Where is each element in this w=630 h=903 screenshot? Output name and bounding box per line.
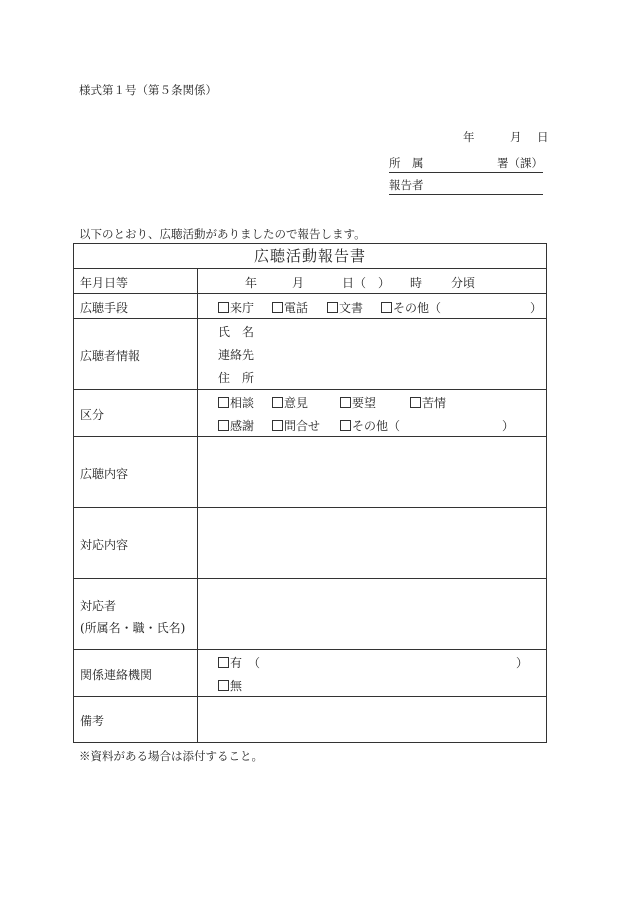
row-agency-label-cell (74, 650, 198, 696)
agency-options (198, 650, 546, 696)
datetime-hour: 時 (410, 276, 423, 290)
checkbox-icon (218, 420, 229, 431)
row-remarks-label: 備考 (80, 714, 105, 728)
attachment-note: ※資料がある場合は添付すること。 (79, 749, 263, 763)
row-method-label-cell (74, 294, 198, 318)
row-category (74, 389, 546, 436)
affiliation-label: 所 属 (389, 156, 424, 170)
category-options (198, 390, 546, 436)
person-contact-field[interactable]: 連絡先 (218, 348, 255, 362)
agency-no-checkbox[interactable]: 無 (218, 677, 242, 694)
row-person-label: 広聴者情報 (80, 349, 141, 363)
row-person (74, 318, 546, 389)
row-agency (74, 649, 546, 696)
checkbox-icon (340, 420, 351, 431)
response-input-area[interactable] (198, 508, 546, 578)
date-month-label: 月 (510, 130, 522, 144)
reporter-line[interactable] (389, 177, 543, 195)
row-datetime (74, 268, 546, 293)
responder-input-area[interactable] (198, 579, 546, 649)
person-info-cell (198, 319, 546, 389)
affiliation-line[interactable] (389, 155, 543, 173)
row-datetime-label-cell (74, 269, 198, 293)
report-form-table (73, 243, 547, 743)
row-datetime-label: 年月日等 (80, 276, 129, 290)
checkbox-icon (327, 302, 338, 313)
report-date (463, 129, 549, 145)
row-person-label-cell (74, 319, 198, 389)
category-request-checkbox[interactable]: 要望 (340, 394, 376, 411)
content-input-area[interactable] (198, 437, 546, 507)
checkbox-icon (410, 397, 421, 408)
method-other-close: ） (530, 301, 543, 315)
method-other-checkbox[interactable]: その他（ (381, 299, 441, 316)
row-responder-sublabel: (所属名・職・氏名) (80, 621, 186, 635)
checkbox-icon (340, 397, 351, 408)
row-category-label-cell (74, 390, 198, 436)
row-response (74, 507, 546, 578)
checkbox-icon (218, 302, 229, 313)
checkbox-icon (218, 680, 229, 691)
row-response-label-cell (74, 508, 198, 578)
row-responder (74, 578, 546, 649)
category-opinion-checkbox[interactable]: 意見 (272, 394, 308, 411)
remarks-input-area[interactable] (198, 697, 546, 742)
row-remarks-label-cell (74, 697, 198, 742)
checkbox-icon (272, 397, 283, 408)
form-number: 様式第１号（第５条関係） (79, 83, 217, 97)
row-remarks (74, 696, 546, 742)
category-complaint-checkbox[interactable]: 苦情 (410, 394, 446, 411)
date-day-label: 日 (537, 130, 549, 144)
method-document-checkbox[interactable]: 文書 (327, 299, 363, 316)
row-content-label-cell (74, 437, 198, 507)
category-inquiry-checkbox[interactable]: 問合せ (272, 417, 320, 434)
intro-text: 以下のとおり、広聴活動がありましたので報告します。 (79, 227, 366, 241)
category-consultation-checkbox[interactable]: 相談 (218, 394, 254, 411)
datetime-day: 日（ ） (342, 276, 391, 290)
agency-yes-close: ） (516, 656, 529, 670)
category-other-checkbox[interactable]: その他（ (340, 417, 400, 434)
person-address-field[interactable]: 住 所 (218, 371, 255, 385)
row-content-label: 広聴内容 (80, 467, 129, 481)
row-method-label: 広聴手段 (80, 301, 129, 315)
checkbox-icon (218, 657, 229, 668)
affiliation-suffix: 署（課） (497, 156, 543, 170)
date-year-label: 年 (463, 130, 475, 144)
form-title-row (74, 244, 546, 268)
category-thanks-checkbox[interactable]: 感謝 (218, 417, 254, 434)
reporter-label: 報告者 (389, 178, 424, 192)
category-other-close: ） (502, 419, 515, 433)
row-category-label: 区分 (80, 408, 105, 422)
datetime-minute: 分頃 (451, 276, 476, 290)
form-title: 広聴活動報告書 (253, 247, 366, 265)
method-options (198, 294, 546, 318)
row-responder-label: 対応者 (80, 599, 117, 613)
row-agency-label: 関係連絡機関 (80, 668, 153, 682)
person-name-field[interactable]: 氏 名 (218, 325, 255, 339)
datetime-year: 年 (245, 276, 258, 290)
method-visit-checkbox[interactable]: 来庁 (218, 299, 254, 316)
checkbox-icon (272, 420, 283, 431)
method-phone-checkbox[interactable]: 電話 (272, 299, 308, 316)
checkbox-icon (381, 302, 392, 313)
agency-yes-checkbox[interactable]: 有 （ (218, 654, 260, 671)
checkbox-icon (218, 397, 229, 408)
row-response-label: 対応内容 (80, 538, 129, 552)
datetime-input-cell[interactable] (198, 269, 546, 293)
row-responder-label-cell (74, 579, 198, 649)
datetime-month: 月 (292, 276, 305, 290)
row-content (74, 436, 546, 507)
row-method (74, 293, 546, 318)
checkbox-icon (272, 302, 283, 313)
